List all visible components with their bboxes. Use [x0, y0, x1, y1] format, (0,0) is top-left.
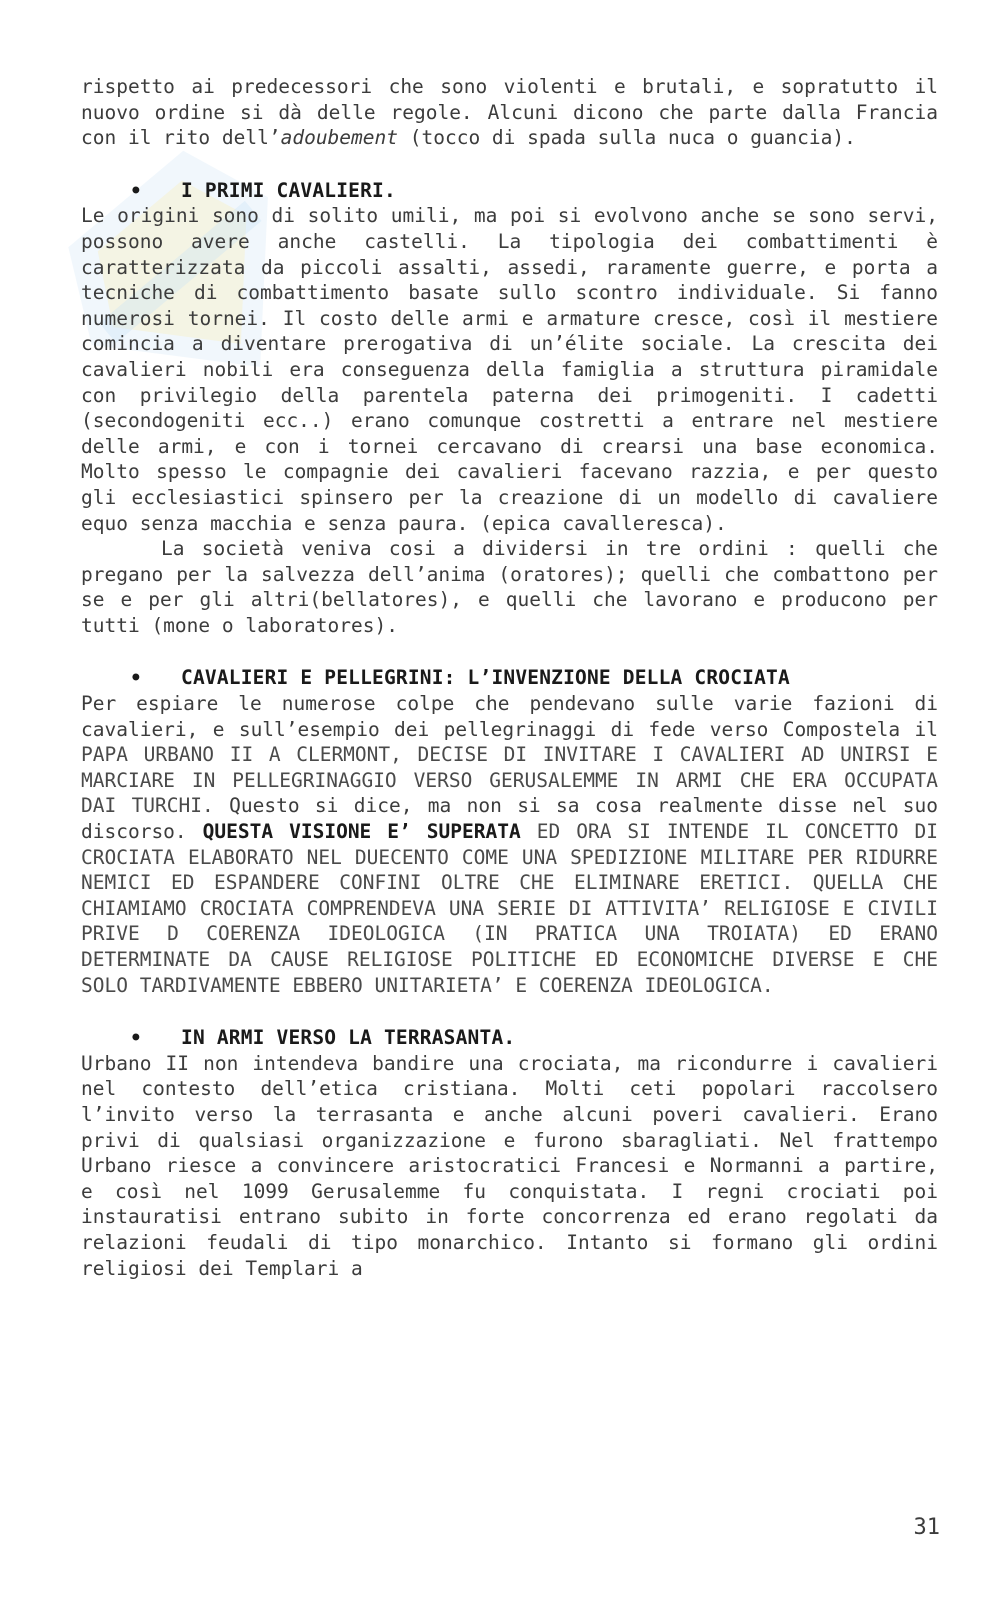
section-paragraph: Le origini sono di solito umili, ma poi si evolvono anche se sono servi, possono avere anche castelli. La tipologia dei combattimenti è caratterizzata da piccoli assalti, assedi, raramente guerre, e porta a tecniche di combattimento basate sullo scontro individuale. Si fanno numerosi tornei. Il costo delle armi e armature cresce, così il mestiere comincia a diventare prerogativa di un’élite sociale. La crescita dei cavalieri nobili era conseguenza della famiglia a struttura piramidale con privilegio della parentela paterna dei primogeniti. I cadetti (secondogeniti ecc..) erano comunque costretti a entrare nel mestiere delle armi, e con i tornei cercavano di crearsi una base economica. Molto spesso le compagnie dei cavalieri facevano razzia, e per questo gli ecclesiastici spinsero per la creazione di un modello di cavaliere equo senza macchia e senza paura. (epica cavalleresca).	[81, 204, 938, 535]
emphasis-text: QUESTA VISIONE E’ SUPERATA	[202, 820, 521, 844]
page-number: 31	[913, 1515, 940, 1540]
bullet-icon: •	[130, 666, 142, 690]
bullet-icon: •	[130, 178, 142, 202]
intro-paragraph: rispetto ai predecessori che sono violenti e brutali, e sopratutto il nuovo ordine si dà delle regole. Alcuni dicono che parte dalla Francia con il rito dell’adoubement (tocco di spada sulla nuca o guancia).	[81, 75, 938, 150]
section-heading-crociata: • CAVALIERI E PELLEGRINI: L’INVENZIONE DELLA CROCIATA	[130, 666, 790, 690]
document-body	[81, 74, 938, 1281]
section-paragraph: Urbano II non intendeva bandire una crociata, ma ricondurre i cavalieri nel contesto dell’etica cristiana. Molti ceti popolari raccolsero l’invito verso la terrasanta e anche alcuni poveri cavalieri. Erano privi di qualsiasi organizzazione e furono sbaragliati. Nel frattempo Urbano riesce a convincere aristocratici Francesi e Normanni a partire, e così nel 1099 Gerusalemme fu conquistata. I regni crociati poi instauratisi entrano subito in forte concorrenza ed erano regolati da relazioni feudali di tipo monarchico. Intanto si formano gli ordini religiosi dei Templari a	[81, 1051, 938, 1280]
section-paragraph: Per espiare le numerose colpe che pendevano sulle varie fazioni di cavalieri, e sull’esempio dei pellegrinaggi di fede verso Compostela il PAPA URBANO II A CLERMONT, DECISE DI INVITARE I CAVALIERI AD UNIRSI E MARCIARE IN PELLEGRINAGGIO VERSO GERUSALEMME IN ARMI CHE ERA OCCUPATA DAI TURCHI. Questo si dice, ma non si sa cosa realmente disse nel suo discorso. QUESTA VISIONE E’ SUPERATA ED ORA SI INTENDE IL CONCETTO DI CROCIATA ELABORATO NEL DUECENTO COME UNA SPEDIZIONE MILITARE PER RIDURRE NEMICI ED ESPANDERE CONFINI OLTRE CHE ELIMINARE ERETICI. QUELLA CHE CHIAMIAMO CROCIATA COMPRENDEVA UNA SERIE DI ATTIVITA’ RELIGIOSE E CIVILI PRIVE D COERENZA IDEOLOGICA (IN PRATICA UNA TROIATA) ED ERANO DETERMINATE DA CAUSE RELIGIOSE POLITICHE ED ECONOMICHE DIVERSE E CHE SOLO TARDIVAMENTE EBBERO UNITARIETA’ E COERENZA IDEOLOGICA.	[81, 692, 939, 997]
section-heading-terrasanta: • IN ARMI VERSO LA TERRASANTA.	[130, 1026, 516, 1050]
section-heading-primi-cavalieri: • I PRIMI CAVALIERI.	[130, 178, 396, 202]
section-paragraph: La società veniva cosi a dividersi in tre ordini : quelli che pregano per la salvezza dell’anima (oratores); quelli che combattono per se e per gli altri(bellatores), e quelli che lavorano e producono per tutti (mone o laboratores).	[81, 537, 938, 637]
adoubement-term: adoubement	[280, 126, 398, 150]
bullet-icon: •	[130, 1026, 142, 1050]
